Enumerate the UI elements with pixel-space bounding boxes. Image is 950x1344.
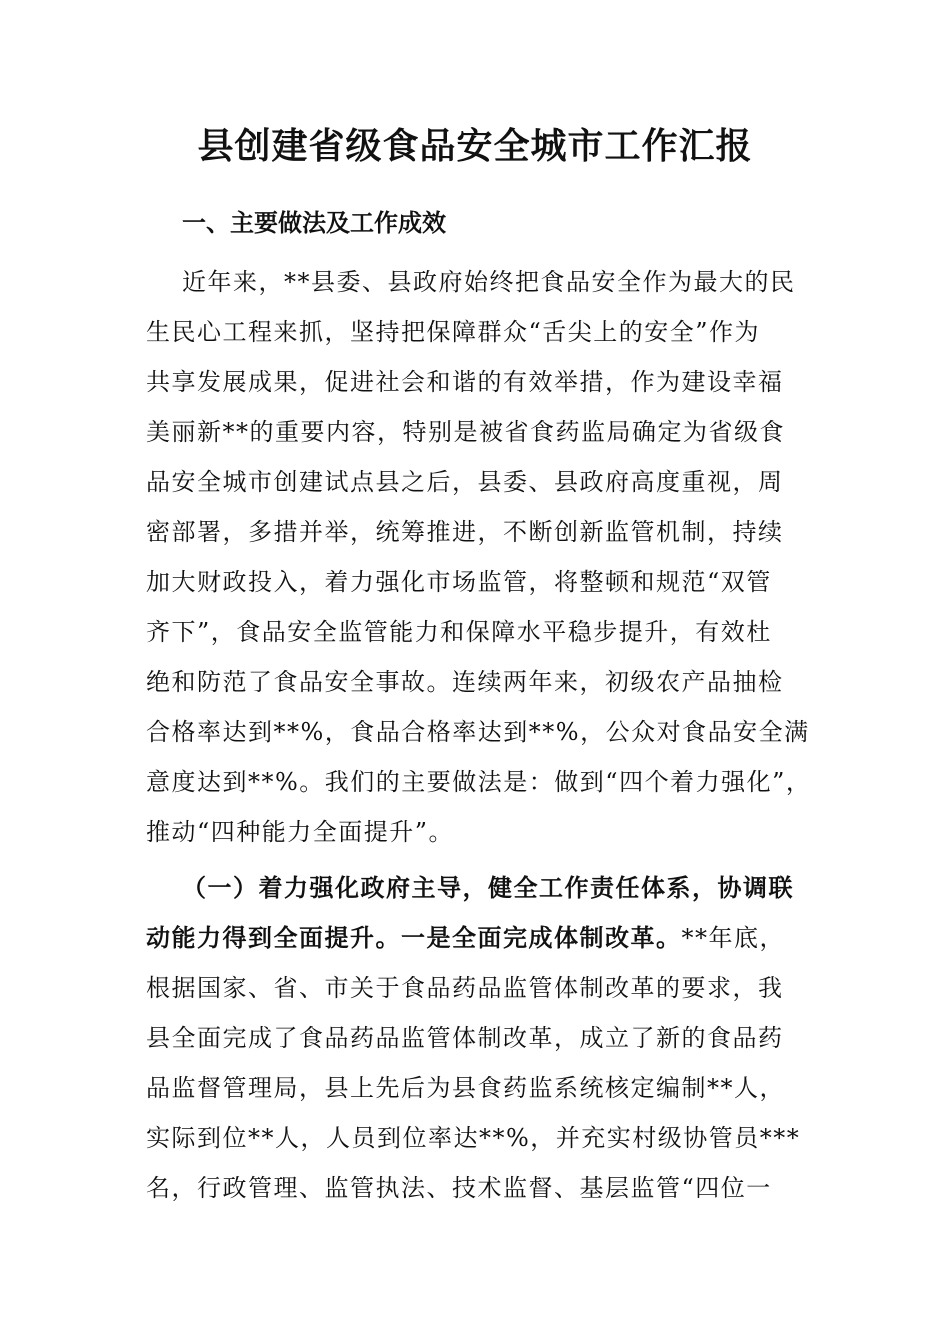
paragraph-line: 共享发展成果，促进社会和谐的有效举措，作为建设幸福 [146,368,784,396]
paragraph-line: 合格率达到**%，食品合格率达到**%，公众对食品安全满 [146,718,810,746]
paragraph-line: 加大财政投入，着力强化市场监管，将整顿和规范“双管 [146,568,772,596]
paragraph-line: 名，行政管理、监管执法、技术监督、基层监管“四位一 [146,1174,772,1202]
paragraph-line: 品监督管理局，县上先后为县食药监系统核定编制**人， [146,1074,785,1102]
paragraph-line: 根据国家、省、市关于食品药品监管体制改革的要求，我 [146,974,784,1002]
paragraph-line: 近年来，**县委、县政府始终把食品安全作为最大的民 [182,268,796,296]
paragraph-line: 意度达到**%。我们的主要做法是：做到“四个着力强化”， [146,768,812,796]
document-title: 县创建省级食品安全城市工作汇报 [197,125,753,167]
paragraph-line: 密部署，多措并举，统筹推进，不断创新监管机制，持续 [146,518,784,546]
paragraph-line: 品安全城市创建试点县之后，县委、县政府高度重视，周 [146,468,784,496]
paragraph-line: 绝和防范了食品安全事故。连续两年来，初级农产品抽检 [146,668,784,696]
subsection-heading-line: 动能力得到全面提升。一是全面完成体制改革。 [146,924,682,952]
paragraph-line: 实际到位**人，人员到位率达**%，并充实村级协管员*** [146,1124,801,1152]
paragraph-line: 生民心工程来抓，坚持把保障群众“舌尖上的安全”作为 [146,318,761,346]
inline-text: **年底， [681,924,785,952]
paragraph-line: 推动“四种能力全面提升”。 [146,818,455,846]
section-heading: 一、主要做法及工作成效 [182,209,446,237]
paragraph-line: 县全面完成了食品药品监管体制改革，成立了新的食品药 [146,1024,784,1052]
paragraph-line [146,918,785,958]
paragraph-line: 齐下”，食品安全监管能力和保障水平稳步提升，有效杜 [146,618,772,646]
subsection-heading-line: （一）着力强化政府主导，健全工作责任体系，协调联 [182,874,794,902]
paragraph-line: 美丽新**的重要内容，特别是被省食药监局确定为省级食 [146,418,785,446]
